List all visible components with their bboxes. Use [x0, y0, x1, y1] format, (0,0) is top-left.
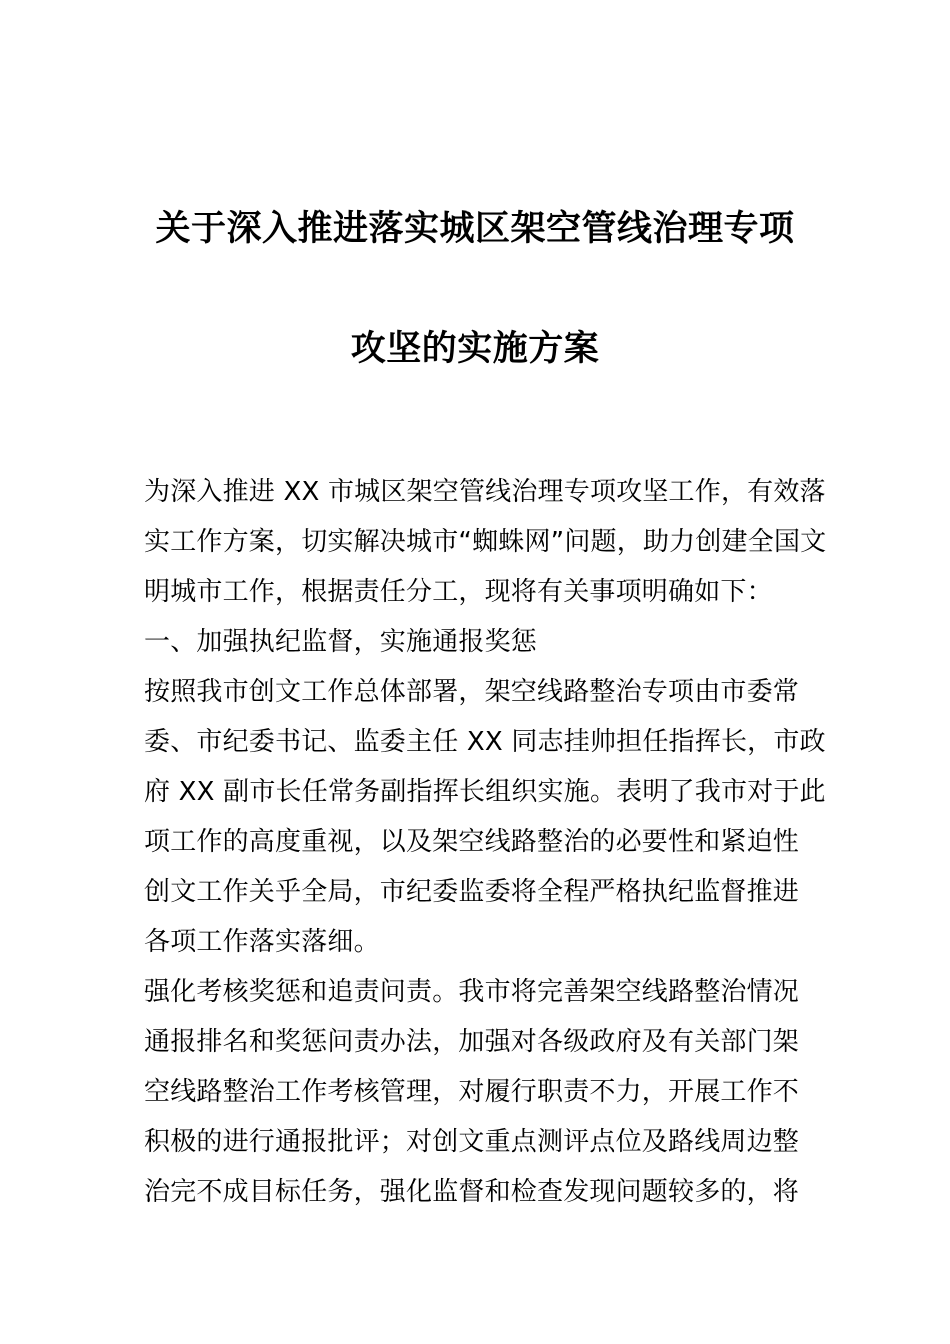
body-line: 积极的进行通报批评；对创文重点测评点位及路线周边整	[144, 1127, 800, 1157]
document-title-line-2: 攻坚的实施方案	[350, 329, 600, 369]
body-line: 委、市纪委书记、监委主任 XX 同志挂帅担任指挥长，市政	[144, 727, 826, 757]
body-line: 府 XX 副市长任常务副指挥长组织实施。表明了我市对于此	[144, 777, 826, 807]
document-body	[144, 467, 827, 1217]
body-line: 实工作方案，切实解决城市“蜘蛛网”问题，助力创建全国文	[144, 527, 827, 557]
section-heading: 一、加强执纪监督，实施通报奖惩	[144, 627, 538, 657]
body-line: 明城市工作，根据责任分工，现将有关事项明确如下：	[144, 577, 773, 607]
body-line: 各项工作落实落细。	[144, 927, 380, 957]
body-line: 创文工作关乎全局，市纪委监委将全程严格执纪监督推进	[144, 877, 800, 907]
document-title-line-1: 关于深入推进落实城区架空管线治理专项	[155, 209, 795, 249]
body-line: 通报排名和奖惩问责办法，加强对各级政府及有关部门架	[144, 1027, 800, 1057]
body-line: 项工作的高度重视，以及架空线路整治的必要性和紧迫性	[144, 827, 800, 857]
body-line: 为深入推进 XX 市城区架空管线治理专项攻坚工作，有效落	[144, 477, 826, 507]
body-line: 强化考核奖惩和追责问责。我市将完善架空线路整治情况	[144, 977, 800, 1007]
body-line: 按照我市创文工作总体部署，架空线路整治专项由市委常	[144, 677, 800, 707]
body-line: 治完不成目标任务，强化监督和检查发现问题较多的，将	[144, 1177, 800, 1207]
body-line: 空线路整治工作考核管理，对履行职责不力，开展工作不	[144, 1077, 800, 1107]
